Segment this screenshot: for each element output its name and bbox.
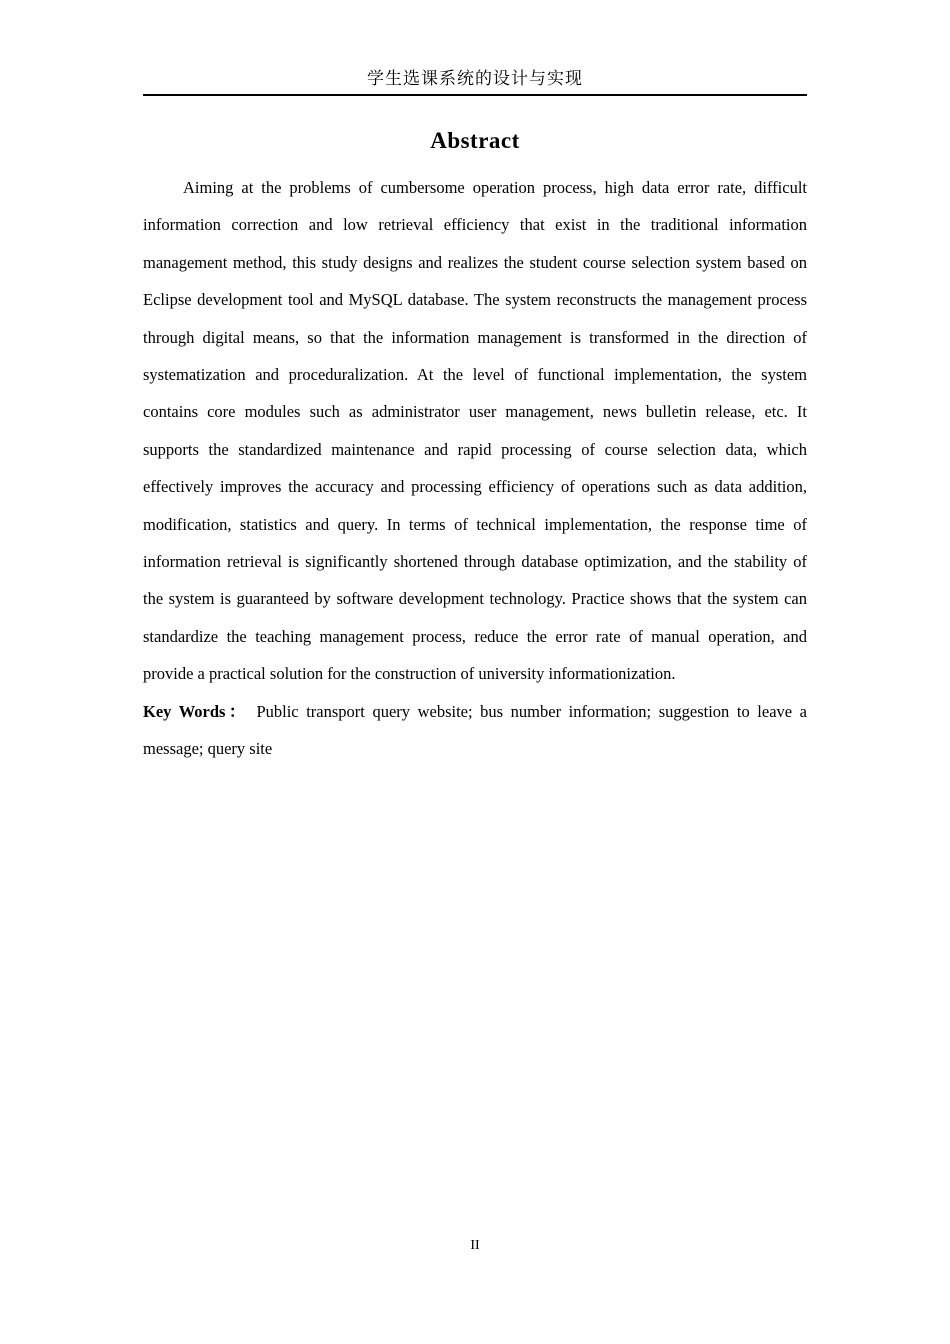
abstract-title: Abstract (430, 128, 520, 153)
abstract-content (143, 169, 807, 768)
keywords-text: Public transport query website; bus number information; suggestion to leave a message; query site (143, 701, 808, 759)
keywords-paragraph (143, 693, 807, 768)
keywords-label: Key Words： (143, 701, 249, 721)
abstract-paragraph: Aiming at the problems of cumbersome operation process, high data error rate, difficult information correction and low retrieval efficiency that exist in the traditional information management method, this study designs and realizes the student course selection system based on Eclipse development tool and MySQL database. The system reconstructs the management process through digital means, so that the information management is transformed in the direction of systematization and proceduralization. At the level of functional implementation, the system contains core modules such as administrator user management, news bulletin release, etc. It supports the standardized maintenance and rapid processing of course selection data, which effectively improves the accuracy and processing efficiency of operations such as data addition, modification, statistics and query. In terms of technical implementation, the response time of information retrieval is significantly shortened through database optimization, and the stability of the system is guaranteed by software development technology. Practice shows that the system can standardize the teaching management process, reduce the error rate of manual operation, and provide a practical solution for the construction of university informationization. (143, 178, 807, 684)
page-header-title: 学生选课系统的设计与实现 (367, 69, 583, 88)
page-number: II (470, 1238, 480, 1253)
header-divider (143, 94, 807, 96)
